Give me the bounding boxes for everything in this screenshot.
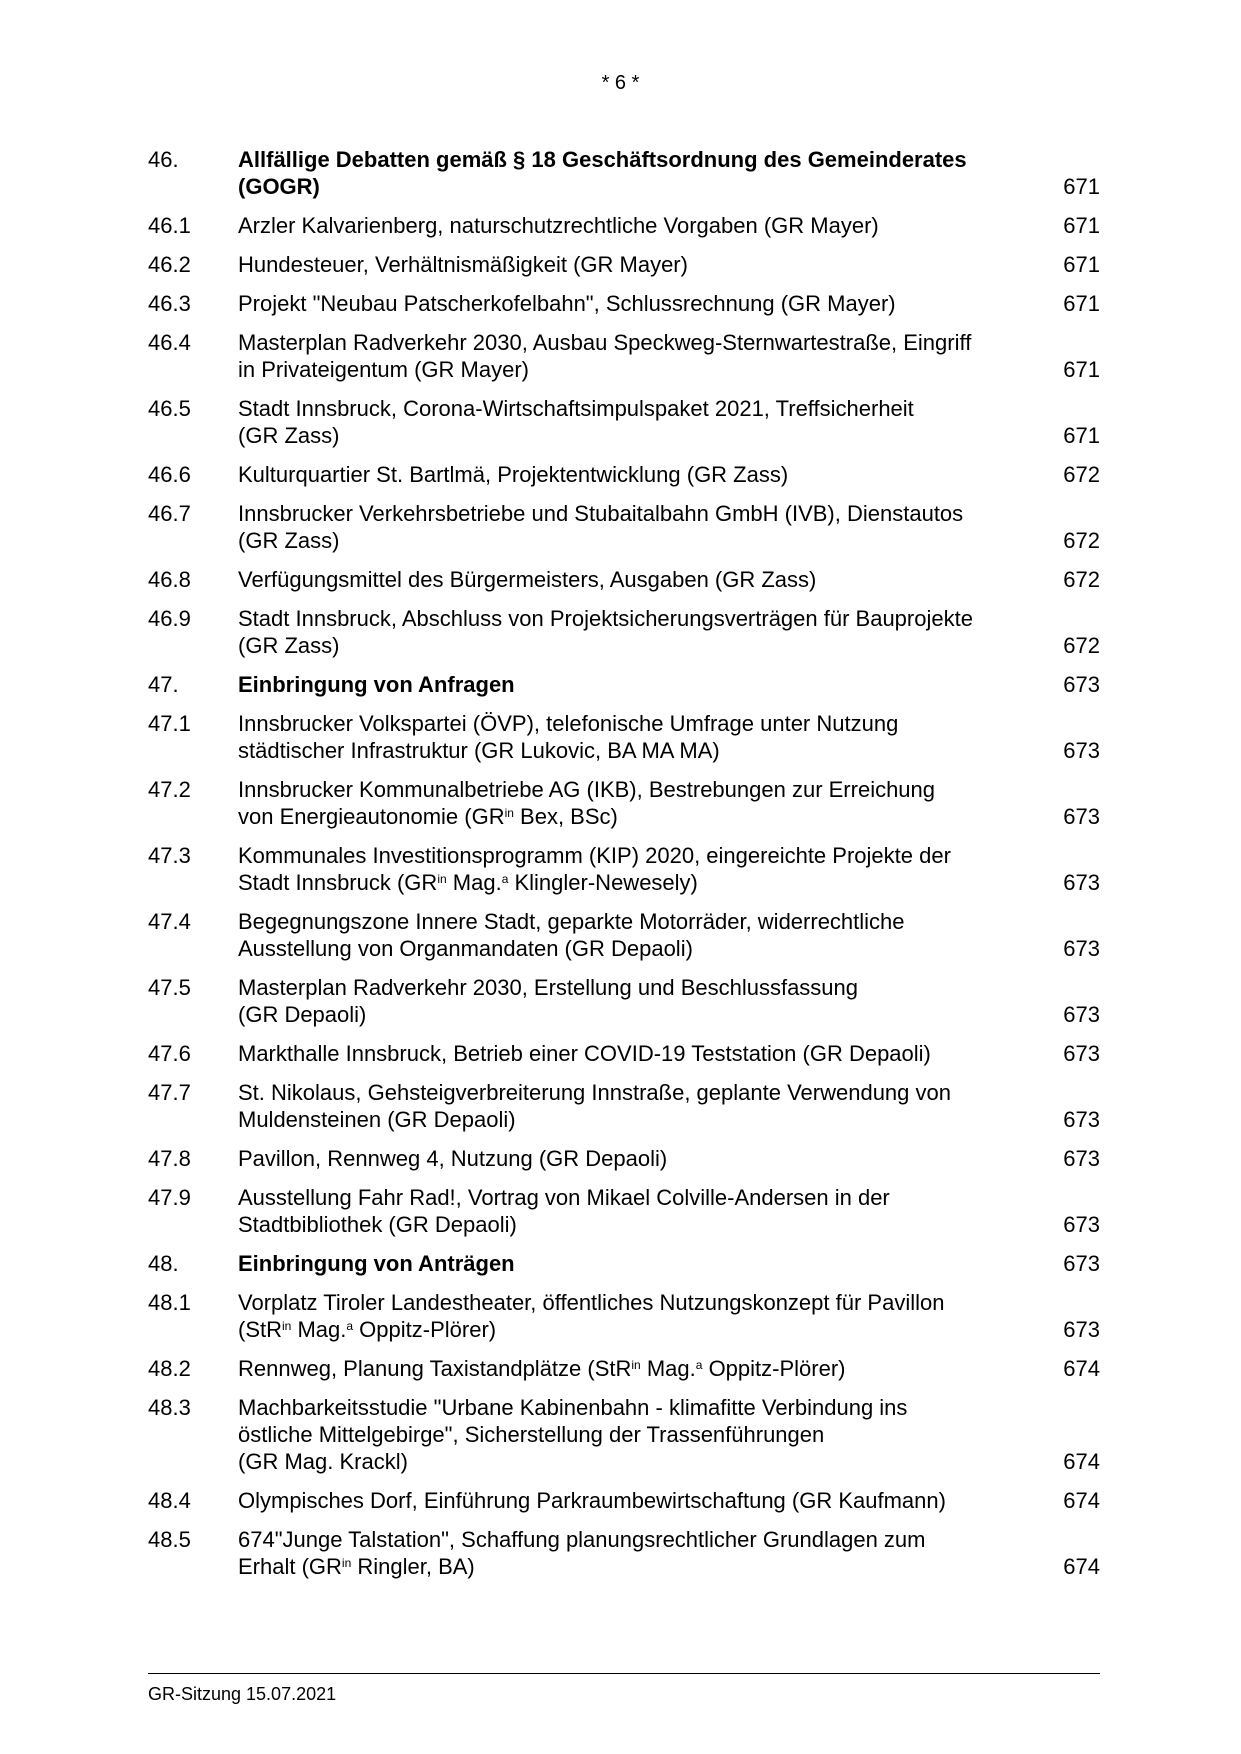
toc-entry-number: 47.2 xyxy=(148,777,191,802)
toc-entry-title-line: Vorplatz Tiroler Landestheater, öffentliches Nutzungskonzept für Pavillon xyxy=(238,1290,945,1315)
toc-entry-number: 46.7 xyxy=(148,501,191,526)
toc-entry-title xyxy=(238,671,1040,698)
toc-entry-title-line: Ausstellung von Organmandaten (GR Depaoli) xyxy=(238,936,693,961)
toc-entry-title-line: Markthalle Innsbruck, Betrieb einer COVID-19 Teststation (GR Depaoli) xyxy=(238,1041,931,1066)
toc-page-number: 673 xyxy=(1063,1317,1100,1342)
toc-entry-title xyxy=(238,842,1040,896)
toc-entry-title xyxy=(238,1079,1040,1133)
title-text-segment: Bex, BSc) xyxy=(513,804,618,829)
toc-entry-title-line: Projekt "Neubau Patscherkofelbahn", Schlussrechnung (GR Mayer) xyxy=(238,291,896,316)
toc-entry-number: 46.6 xyxy=(148,462,191,487)
toc-page-number: 673 xyxy=(1063,1212,1100,1237)
toc-entry-row xyxy=(148,1040,1100,1067)
toc-entry-title xyxy=(238,395,1040,449)
toc-page-number: 671 xyxy=(1063,213,1100,238)
toc-page-number: 673 xyxy=(1063,1107,1100,1132)
toc-entry-number: 46.8 xyxy=(148,567,191,592)
toc-entry-title xyxy=(238,290,1040,317)
toc-page-number: 672 xyxy=(1063,633,1100,658)
toc-page-number: 674 xyxy=(1063,1356,1100,1381)
toc-entry-number: 48.3 xyxy=(148,1395,191,1420)
table-of-contents xyxy=(148,146,1100,1592)
toc-entry-row xyxy=(148,1079,1100,1133)
toc-entry-row xyxy=(148,974,1100,1028)
toc-entry-row xyxy=(148,1145,1100,1172)
toc-entry-row xyxy=(148,908,1100,962)
toc-entry-title xyxy=(238,1526,1040,1580)
toc-page-number: 673 xyxy=(1063,804,1100,829)
toc-entry-title xyxy=(238,251,1040,278)
toc-entry-number: 46.3 xyxy=(148,291,191,316)
title-text-segment: Rennweg, Planung Taxistandplätze (StR xyxy=(238,1356,632,1381)
toc-entry-row xyxy=(148,566,1100,593)
toc-entry-row xyxy=(148,842,1100,896)
toc-entry-title-line: Masterplan Radverkehr 2030, Erstellung und Beschlussfassung xyxy=(238,975,859,1000)
toc-section-row xyxy=(148,146,1100,200)
toc-entry-number: 48.2 xyxy=(148,1356,191,1381)
toc-entry-row xyxy=(148,1289,1100,1343)
toc-entry-title-line: Einbringung von Anträgen xyxy=(238,1251,515,1276)
toc-entry-number: 47. xyxy=(148,672,179,697)
toc-entry-title-line: Hundesteuer, Verhältnismäßigkeit (GR Mayer) xyxy=(238,252,688,277)
title-text-segment: Oppitz-Plörer) xyxy=(702,1356,846,1381)
toc-entry-row xyxy=(148,251,1100,278)
toc-page-number: 671 xyxy=(1063,291,1100,316)
toc-page-number: 671 xyxy=(1063,423,1100,448)
toc-page-number: 673 xyxy=(1063,672,1100,697)
toc-section-row xyxy=(148,1250,1100,1277)
toc-page-number: 674 xyxy=(1063,1488,1100,1513)
toc-entry-number: 47.7 xyxy=(148,1080,191,1105)
toc-entry-number: 47.6 xyxy=(148,1041,191,1066)
superscript-text: in xyxy=(282,1319,292,1333)
toc-entry-title-line: (GR Zass) xyxy=(238,633,340,658)
toc-entry-title-line: Stadtbibliothek (GR Depaoli) xyxy=(238,1212,517,1237)
superscript-text: in xyxy=(631,1358,641,1372)
toc-entry-title xyxy=(238,1250,1040,1277)
superscript-text: a xyxy=(501,872,509,886)
toc-entry-title xyxy=(238,776,1040,830)
toc-entry-title xyxy=(238,146,1040,200)
toc-entry-title-line: östliche Mittelgebirge", Sicherstellung der Trassenführungen xyxy=(238,1422,825,1447)
toc-entry-title-line xyxy=(238,869,1040,896)
toc-entry-title xyxy=(238,212,1040,239)
toc-entry-title-line: Olympisches Dorf, Einführung Parkraumbewirtschaftung (GR Kaufmann) xyxy=(238,1488,946,1513)
toc-entry-number: 46.2 xyxy=(148,252,191,277)
toc-entry-title xyxy=(238,1394,1040,1475)
toc-entry-number: 46.4 xyxy=(148,330,191,355)
toc-entry-title xyxy=(238,500,1040,554)
toc-entry-title xyxy=(238,1145,1040,1172)
toc-entry-row xyxy=(148,710,1100,764)
superscript-text: in xyxy=(341,1556,352,1570)
toc-entry-title-line: Innsbrucker Volkspartei (ÖVP), telefonische Umfrage unter Nutzung xyxy=(238,711,899,736)
toc-entry-title-line: Einbringung von Anfragen xyxy=(238,672,515,697)
toc-entry-row xyxy=(148,290,1100,317)
title-text-segment: Stadt Innsbruck (GR xyxy=(238,870,438,895)
toc-page-number: 673 xyxy=(1063,936,1100,961)
title-text-segment: Mag. xyxy=(640,1356,696,1381)
toc-entry-row xyxy=(148,329,1100,383)
title-text-segment: Mag. xyxy=(446,870,502,895)
footer-session-date: GR-Sitzung 15.07.2021 xyxy=(148,1684,337,1704)
toc-entry-title-line: St. Nikolaus, Gehsteigverbreiterung Innstraße, geplante Verwendung von xyxy=(238,1080,951,1105)
toc-entry-title-line xyxy=(238,1553,1040,1580)
toc-entry-row xyxy=(148,461,1100,488)
toc-page-number: 673 xyxy=(1063,738,1100,763)
toc-page-number: 671 xyxy=(1063,357,1100,382)
title-text-segment: Mag. xyxy=(291,1317,347,1342)
toc-entry-title-line: Masterplan Radverkehr 2030, Ausbau Speckweg-Sternwartestraße, Eingriff xyxy=(238,330,972,355)
title-text-segment: Ringler, BA) xyxy=(351,1554,475,1579)
toc-entry-title-line xyxy=(238,1316,1040,1343)
toc-entry-title-line: Innsbrucker Kommunalbetriebe AG (IKB), Bestrebungen zur Erreichung xyxy=(238,777,936,802)
toc-entry-title-line: Kulturquartier St. Bartlmä, Projektentwicklung (GR Zass) xyxy=(238,462,789,487)
toc-entry-title-line: Ausstellung Fahr Rad!, Vortrag von Mikael Colville-Andersen in der xyxy=(238,1185,890,1210)
toc-entry-number: 48.1 xyxy=(148,1290,191,1315)
title-text-segment: Klingler-Newesely) xyxy=(508,870,698,895)
toc-entry-number: 47.5 xyxy=(148,975,191,1000)
toc-entry-row xyxy=(148,395,1100,449)
toc-entry-number: 46.5 xyxy=(148,396,191,421)
toc-section-row xyxy=(148,671,1100,698)
toc-entry-title xyxy=(238,566,1040,593)
toc-entry-title-line: Muldensteinen (GR Depaoli) xyxy=(238,1107,516,1132)
superscript-text: in xyxy=(504,806,514,820)
toc-entry-title-line: (GR Mag. Krackl) xyxy=(238,1449,408,1474)
toc-entry-title xyxy=(238,605,1040,659)
toc-entry-title xyxy=(238,974,1040,1028)
toc-page-number: 673 xyxy=(1063,870,1100,895)
toc-entry-title-line: Pavillon, Rennweg 4, Nutzung (GR Depaoli) xyxy=(238,1146,668,1171)
toc-entry-row xyxy=(148,212,1100,239)
toc-entry-row xyxy=(148,1394,1100,1475)
superscript-text: a xyxy=(695,1358,703,1372)
toc-entry-title xyxy=(238,908,1040,962)
toc-entry-title xyxy=(238,1289,1040,1343)
toc-entry-row xyxy=(148,1184,1100,1238)
toc-entry-title-line: städtischer Infrastruktur (GR Lukovic, BA MA MA) xyxy=(238,738,720,763)
title-text-segment: (StR xyxy=(238,1317,282,1342)
toc-entry-row xyxy=(148,1526,1100,1580)
toc-page-number: 673 xyxy=(1063,1251,1100,1276)
toc-entry-title xyxy=(238,1040,1040,1067)
toc-entry-title-line xyxy=(238,1355,1040,1382)
toc-page-number: 673 xyxy=(1063,1041,1100,1066)
toc-entry-number: 48.4 xyxy=(148,1488,191,1513)
toc-entry-number: 46.9 xyxy=(148,606,191,631)
toc-entry-title-line xyxy=(238,803,1040,830)
toc-entry-number: 47.1 xyxy=(148,711,191,736)
toc-page-number: 673 xyxy=(1063,1002,1100,1027)
toc-entry-number: 47.4 xyxy=(148,909,191,934)
toc-entry-title-line: Machbarkeitsstudie "Urbane Kabinenbahn - klimafitte Verbindung ins xyxy=(238,1395,908,1420)
toc-page-number: 673 xyxy=(1063,1146,1100,1171)
toc-entry-title xyxy=(238,710,1040,764)
toc-entry-title xyxy=(238,329,1040,383)
toc-entry-title-line: (GR Zass) xyxy=(238,528,340,553)
page-number-header: * 6 * xyxy=(601,72,640,94)
toc-entry-row xyxy=(148,605,1100,659)
toc-entry-number: 47.8 xyxy=(148,1146,191,1171)
toc-entry-title-line: Arzler Kalvarienberg, naturschutzrechtliche Vorgaben (GR Mayer) xyxy=(238,213,879,238)
toc-entry-title xyxy=(238,1184,1040,1238)
toc-entry-number: 46. xyxy=(148,147,179,172)
toc-entry-number: 46.1 xyxy=(148,213,191,238)
toc-entry-title-line: Innsbrucker Verkehrsbetriebe und Stubaitalbahn GmbH (IVB), Dienstautos xyxy=(238,501,964,526)
toc-entry-number: 48.5 xyxy=(148,1527,191,1552)
toc-entry-row xyxy=(148,500,1100,554)
toc-page-number: 672 xyxy=(1063,567,1100,592)
toc-entry-title xyxy=(238,1487,1040,1514)
superscript-text: a xyxy=(346,1319,354,1333)
toc-entry-title-line: Stadt Innsbruck, Corona-Wirtschaftsimpulspaket 2021, Treffsicherheit xyxy=(238,396,914,421)
toc-entry-row xyxy=(148,1487,1100,1514)
toc-entry-title-line: in Privateigentum (GR Mayer) xyxy=(238,357,529,382)
toc-page-number: 674 xyxy=(1063,1554,1100,1579)
toc-entry-number: 47.3 xyxy=(148,843,191,868)
toc-page-number: 672 xyxy=(1063,528,1100,553)
toc-page-number: 671 xyxy=(1063,252,1100,277)
toc-entry-title-line: Kommunales Investitionsprogramm (KIP) 2020, eingereichte Projekte der xyxy=(238,843,951,868)
toc-entry-row xyxy=(148,776,1100,830)
toc-page-number: 671 xyxy=(1063,174,1100,199)
toc-page-number: 672 xyxy=(1063,462,1100,487)
toc-entry-title-line: Verfügungsmittel des Bürgermeisters, Ausgaben (GR Zass) xyxy=(238,567,817,592)
toc-entry-row xyxy=(148,1355,1100,1382)
toc-entry-title-line: (GOGR) xyxy=(238,174,320,199)
toc-entry-title-line: Stadt Innsbruck, Abschluss von Projektsicherungsverträgen für Bauprojekte xyxy=(238,606,973,631)
toc-entry-title-line: (GR Zass) xyxy=(238,423,340,448)
toc-entry-title-line: Begegnungszone Innere Stadt, geparkte Motorräder, widerrechtliche xyxy=(238,909,905,934)
toc-entry-title xyxy=(238,1355,1040,1382)
toc-entry-number: 48. xyxy=(148,1251,179,1276)
title-text-segment: Oppitz-Plörer) xyxy=(353,1317,497,1342)
superscript-text: in xyxy=(437,872,447,886)
toc-entry-title-line: (GR Depaoli) xyxy=(238,1002,367,1027)
toc-entry-title xyxy=(238,461,1040,488)
toc-entry-title-line: 674"Junge Talstation", Schaffung planungsrechtlicher Grundlagen zum xyxy=(238,1527,926,1552)
toc-page-number: 674 xyxy=(1063,1449,1100,1474)
toc-entry-title-line: Allfällige Debatten gemäß § 18 Geschäftsordnung des Gemeinderates xyxy=(238,147,967,172)
title-text-segment: Erhalt (GR xyxy=(238,1554,342,1579)
toc-entry-number: 47.9 xyxy=(148,1185,191,1210)
footer-divider xyxy=(148,1673,1100,1674)
title-text-segment: von Energieautonomie (GR xyxy=(238,804,505,829)
